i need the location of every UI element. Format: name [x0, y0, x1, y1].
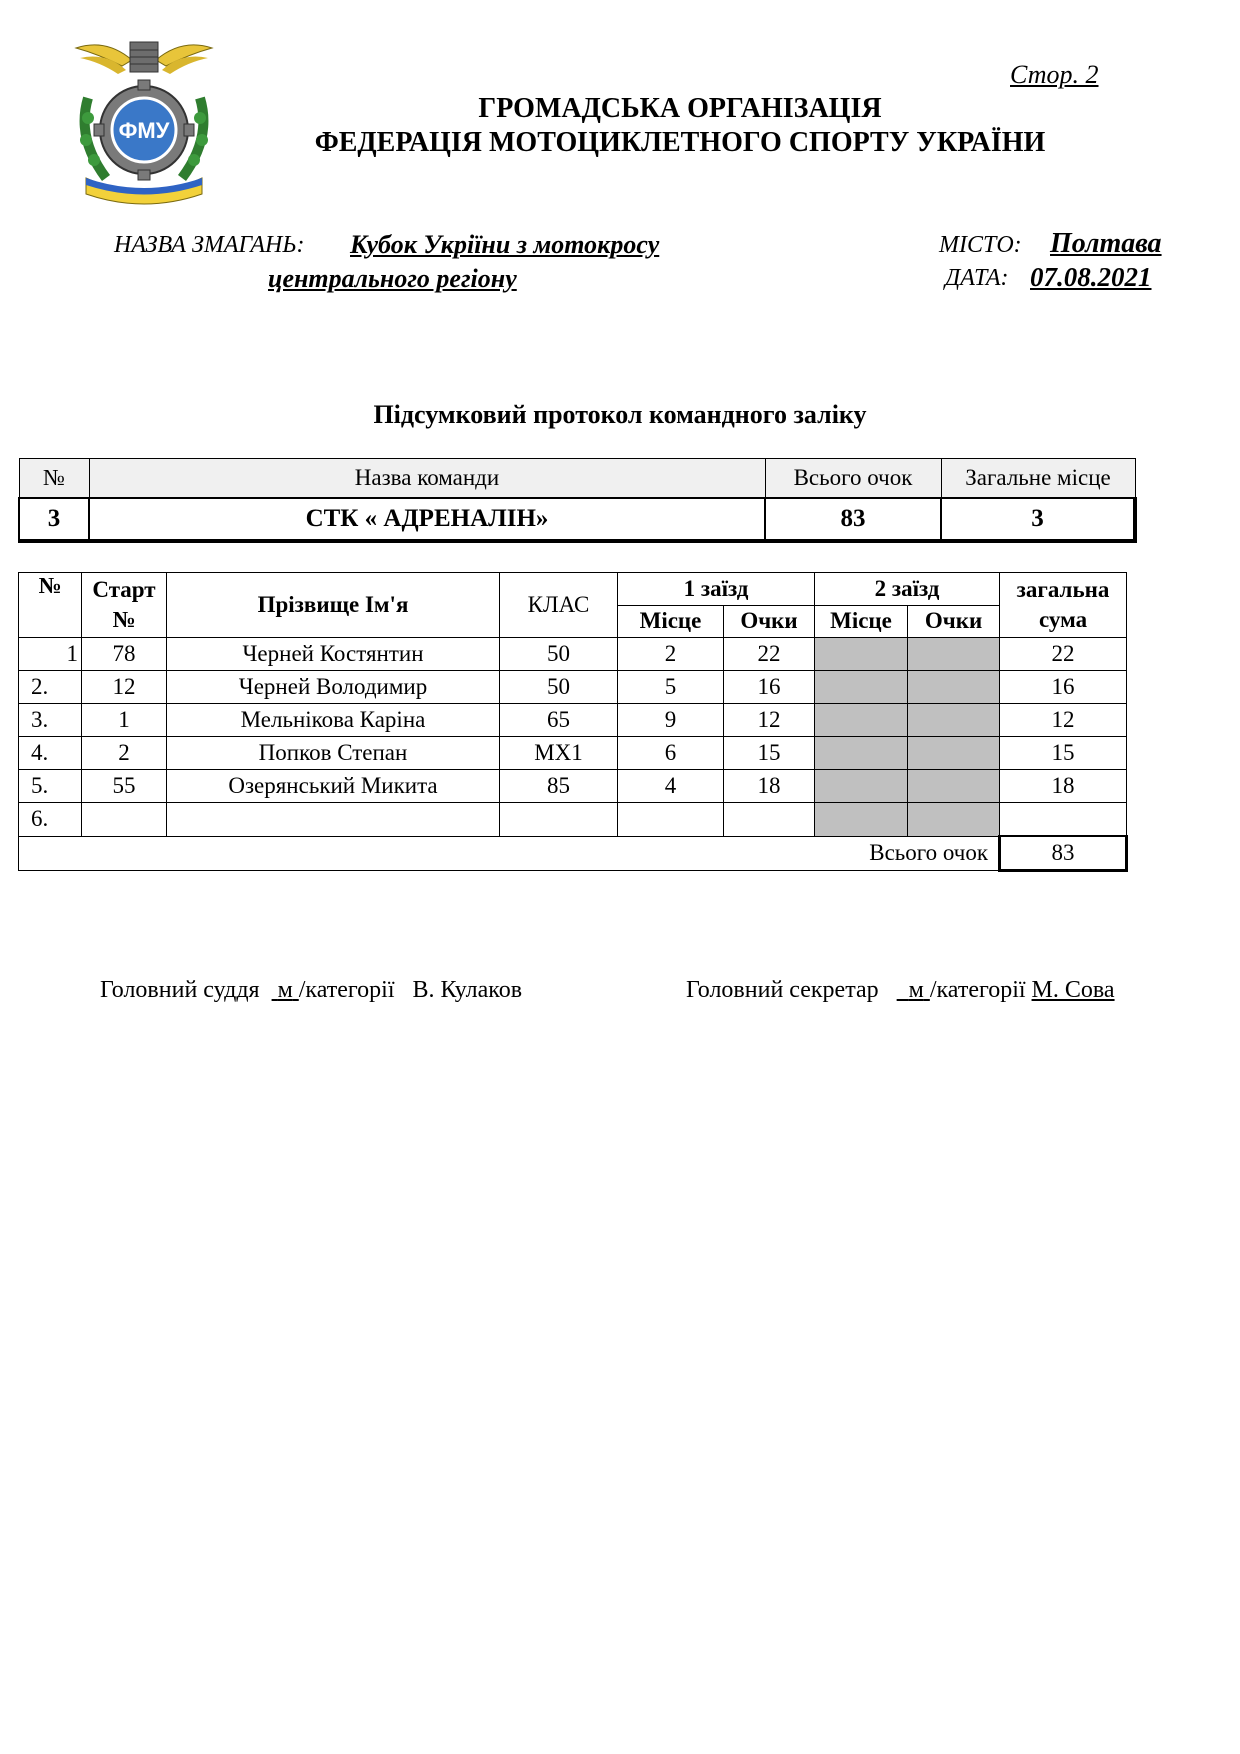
team-place: 3	[941, 498, 1135, 541]
federation-logo	[66, 38, 222, 208]
total-value: 83	[1000, 836, 1127, 871]
row-r2-points	[908, 803, 1000, 837]
secretary-category	[897, 977, 930, 1003]
total-row	[19, 836, 1127, 871]
page-number: Стор. 2	[1010, 60, 1099, 89]
secretary-suffix: /категорії	[929, 977, 1026, 1003]
city-label: МІСТО:	[939, 232, 1022, 258]
row-start: 78	[82, 638, 167, 671]
row-name: Мельнікова Каріна	[167, 704, 500, 737]
row-sum: 15	[1000, 737, 1127, 770]
row-r2-points	[908, 638, 1000, 671]
secretary-category-value: м	[908, 977, 924, 1003]
row-r2-place	[815, 803, 908, 837]
row-r1-points: 16	[724, 671, 815, 704]
header-r2-place: Місце	[815, 605, 908, 638]
row-name: Попков Степан	[167, 737, 500, 770]
row-sum: 22	[1000, 638, 1127, 671]
row-r2-place	[815, 671, 908, 704]
row-name	[167, 803, 500, 837]
row-r1-points: 22	[724, 638, 815, 671]
header-start: Старт №	[82, 573, 167, 638]
row-start: 2	[82, 737, 167, 770]
secretary-name: М. Сова	[1031, 977, 1115, 1003]
date-label: ДАТА:	[945, 265, 1009, 291]
row-r1-points: 12	[724, 704, 815, 737]
header-race-1: 1 заїзд	[618, 573, 815, 606]
judge-prefix: Головний суддя	[100, 977, 260, 1003]
row-no: 6.	[19, 803, 82, 837]
row-r2-points	[908, 737, 1000, 770]
row-r2-points	[908, 704, 1000, 737]
team-header-name: Назва команди	[89, 459, 765, 499]
row-sum	[1000, 803, 1127, 837]
row-r2-place	[815, 737, 908, 770]
header-race-2: 2 заїзд	[815, 573, 1000, 606]
secretary-prefix: Головний секретар	[686, 977, 879, 1003]
organization-title	[260, 92, 1100, 160]
row-class: 50	[500, 671, 618, 704]
row-r2-place	[815, 704, 908, 737]
header-r1-points: Очки	[724, 605, 815, 638]
row-sum: 18	[1000, 770, 1127, 803]
row-start: 55	[82, 770, 167, 803]
row-class	[500, 803, 618, 837]
row-no: 2.	[19, 671, 82, 704]
table-row	[19, 638, 1127, 671]
row-r1-place	[618, 803, 724, 837]
team-number: 3	[19, 498, 89, 541]
header-sum: загальна сума	[1000, 573, 1127, 638]
row-r2-place	[815, 638, 908, 671]
row-class: 85	[500, 770, 618, 803]
row-class: MX1	[500, 737, 618, 770]
org-line-2: ФЕДЕРАЦІЯ МОТОЦИКЛЕТНОГО СПОРТУ УКРАЇНИ	[314, 127, 1046, 158]
results-table	[18, 572, 1128, 872]
team-table-header-row	[19, 459, 1135, 499]
row-r1-place: 6	[618, 737, 724, 770]
protocol-title: Підсумковий протокол командного заліку	[373, 400, 867, 429]
judge-category	[272, 977, 299, 1003]
row-start	[82, 803, 167, 837]
row-class: 65	[500, 704, 618, 737]
row-sum: 12	[1000, 704, 1127, 737]
team-table-value-row	[19, 498, 1135, 541]
org-line-1: ГРОМАДСЬКА ОРГАНІЗАЦІЯ	[478, 93, 882, 124]
header-no: №	[19, 573, 82, 638]
chief-secretary-line	[686, 977, 1115, 1004]
results-header-row-1	[19, 573, 1127, 606]
table-row	[19, 704, 1127, 737]
row-r2-place	[815, 770, 908, 803]
row-r1-place: 5	[618, 671, 724, 704]
judge-name: В. Кулаков	[412, 977, 523, 1003]
row-name: Озерянський Микита	[167, 770, 500, 803]
row-r1-points: 15	[724, 737, 815, 770]
row-name: Черней Володимир	[167, 671, 500, 704]
header-r1-place: Місце	[618, 605, 724, 638]
row-no: 5.	[19, 770, 82, 803]
team-header-points: Всього очок	[765, 459, 941, 499]
team-header-no: №	[19, 459, 89, 499]
row-r1-place: 4	[618, 770, 724, 803]
row-no: 1	[19, 638, 82, 671]
header-r2-points: Очки	[908, 605, 1000, 638]
row-sum: 16	[1000, 671, 1127, 704]
row-start: 1	[82, 704, 167, 737]
row-name: Черней Костянтин	[167, 638, 500, 671]
header-class: КЛАС	[500, 573, 618, 638]
table-row	[19, 737, 1127, 770]
judge-category-value: м	[277, 977, 293, 1003]
row-start: 12	[82, 671, 167, 704]
row-r1-points: 18	[724, 770, 815, 803]
row-r2-points	[908, 671, 1000, 704]
total-label: Всього очок	[19, 836, 1000, 871]
row-r1-place: 2	[618, 638, 724, 671]
row-r1-place: 9	[618, 704, 724, 737]
row-no: 4.	[19, 737, 82, 770]
chief-judge-line	[100, 977, 522, 1004]
row-class: 50	[500, 638, 618, 671]
team-total-points: 83	[765, 498, 941, 541]
row-r1-points	[724, 803, 815, 837]
table-row	[19, 671, 1127, 704]
competition-name-line-1: Кубок Укріїни з мотокросу	[350, 230, 660, 259]
header-name: Прізвище Ім'я	[167, 573, 500, 638]
table-row	[19, 803, 1127, 837]
row-no: 3.	[19, 704, 82, 737]
judge-suffix: /категорії	[298, 977, 395, 1003]
team-table	[18, 458, 1137, 543]
row-r2-points	[908, 770, 1000, 803]
city-value: Полтава	[1050, 228, 1162, 259]
competition-label: НАЗВА ЗМАГАНЬ:	[114, 232, 305, 258]
svg-text:ФМУ: ФМУ	[118, 118, 170, 143]
competition-name-line-2: центрального регіону	[268, 264, 517, 293]
team-header-place: Загальне місце	[941, 459, 1135, 499]
date-value: 07.08.2021	[1030, 262, 1152, 292]
team-name: СТК « АДРЕНАЛІН»	[89, 498, 765, 541]
table-row	[19, 770, 1127, 803]
